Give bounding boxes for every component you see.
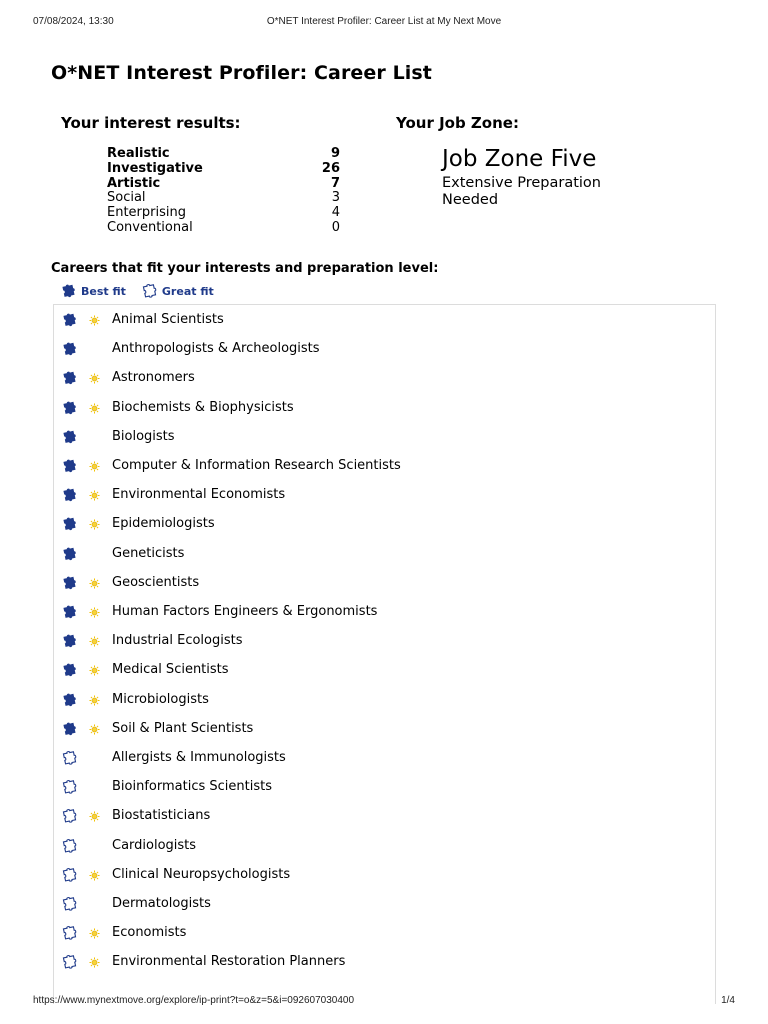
bright-outlook-icon [89, 490, 100, 501]
career-link[interactable]: Epidemiologists [112, 516, 215, 532]
career-link[interactable]: Computer & Information Research Scientists [112, 458, 401, 473]
career-link[interactable]: Economists [112, 925, 187, 941]
career-row[interactable] [54, 603, 715, 623]
career-link[interactable]: Microbiologists [112, 691, 209, 707]
career-row[interactable] [54, 866, 715, 886]
bright-outlook-icon [89, 403, 100, 414]
best-fit-icon [62, 546, 79, 563]
print-page-number: 1/4 [721, 995, 735, 1006]
bright-outlook-icon [89, 957, 100, 968]
job-zone-description: Extensive Preparation Needed [442, 175, 601, 208]
best-fit-icon [62, 458, 79, 475]
best-fit-icon [62, 516, 79, 533]
score-value: 7 [330, 175, 340, 191]
legend-great-fit[interactable] [142, 283, 214, 300]
great-fit-icon [62, 779, 79, 796]
bright-outlook-icon [89, 578, 100, 589]
page-title: O*NET Interest Profiler: Career List [51, 62, 432, 84]
interest-results-heading: Your interest results: [61, 114, 241, 132]
career-row[interactable] [54, 545, 715, 565]
legend-best-fit[interactable] [61, 283, 126, 300]
career-row[interactable] [54, 515, 715, 535]
career-link[interactable]: Medical Scientists [112, 662, 229, 678]
score-label: Realistic [107, 146, 170, 161]
best-fit-icon [62, 692, 79, 709]
best-fit-icon [62, 721, 79, 738]
career-link[interactable]: Geneticists [112, 545, 185, 561]
career-row[interactable] [54, 369, 715, 389]
career-row[interactable] [54, 457, 715, 477]
bright-outlook-icon [89, 928, 100, 939]
score-row-social [107, 191, 340, 206]
great-fit-icon [62, 750, 79, 767]
great-fit-icon [62, 867, 79, 884]
career-link[interactable]: Astronomers [112, 370, 195, 386]
score-value: 0 [331, 219, 340, 235]
score-value: 4 [331, 205, 340, 221]
career-row[interactable] [54, 895, 715, 915]
bright-outlook-icon [89, 519, 100, 530]
career-row[interactable] [54, 807, 715, 827]
career-link[interactable]: Allergists & Immunologists [112, 750, 286, 765]
career-link[interactable]: Biochemists & Biophysicists [112, 399, 294, 415]
legend-great-fit-label: Great fit [161, 285, 214, 298]
career-link[interactable]: Anthropologists & Archeologists [112, 341, 320, 357]
career-list-box [53, 304, 716, 1004]
score-row-investigative [107, 162, 340, 177]
score-label: Conventional [107, 219, 193, 235]
career-link[interactable]: Environmental Economists [112, 487, 286, 503]
legend-best-fit-label: Best fit [81, 285, 126, 298]
career-row[interactable] [54, 428, 715, 448]
best-fit-icon [62, 575, 79, 592]
career-link[interactable]: Animal Scientists [112, 312, 224, 327]
career-link[interactable]: Industrial Ecologists [112, 633, 243, 649]
bright-outlook-icon [89, 695, 100, 706]
great-fit-icon [142, 283, 159, 300]
career-link[interactable]: Biologists [112, 428, 175, 444]
bright-outlook-icon [89, 665, 100, 676]
score-row-enterprising [107, 206, 340, 221]
career-link[interactable]: Soil & Plant Scientists [112, 720, 254, 736]
best-fit-icon [61, 283, 78, 300]
careers-intro: Careers that fit your interests and preparation level: [51, 261, 439, 276]
career-row[interactable] [54, 399, 715, 419]
best-fit-icon [62, 633, 79, 650]
career-link[interactable]: Biostatisticians [112, 808, 211, 824]
career-row[interactable] [54, 749, 715, 769]
score-value: 9 [330, 146, 340, 161]
career-row[interactable] [54, 632, 715, 652]
score-row-artistic [107, 177, 340, 192]
bright-outlook-icon [89, 461, 100, 472]
career-row[interactable] [54, 574, 715, 594]
career-row[interactable] [54, 340, 715, 360]
fit-legend [61, 283, 214, 300]
bright-outlook-icon [89, 607, 100, 618]
score-label: Enterprising [107, 205, 186, 221]
score-label: Investigative [107, 160, 203, 176]
career-row[interactable] [54, 691, 715, 711]
best-fit-icon [62, 429, 79, 446]
career-link[interactable]: Geoscientists [112, 574, 200, 590]
best-fit-icon [62, 370, 79, 387]
great-fit-icon [62, 808, 79, 825]
job-zone-heading: Your Job Zone: [396, 114, 519, 132]
great-fit-icon [62, 925, 79, 942]
career-link[interactable]: Dermatologists [112, 896, 211, 911]
best-fit-icon [62, 604, 79, 621]
bright-outlook-icon [89, 724, 100, 735]
bright-outlook-icon [89, 636, 100, 647]
score-label: Artistic [107, 175, 161, 191]
interest-scores [107, 147, 340, 236]
print-url: https://www.mynextmove.org/explore/ip-print?t=o&z=5&i=092607030400 [33, 995, 355, 1006]
career-row[interactable] [54, 486, 715, 506]
great-fit-icon [62, 838, 79, 855]
great-fit-icon [62, 954, 79, 971]
score-label: Social [107, 190, 146, 206]
bright-outlook-icon [89, 811, 100, 822]
career-link[interactable]: Human Factors Engineers & Ergonomists [112, 604, 378, 619]
bright-outlook-icon [89, 870, 100, 881]
print-page-title: O*NET Interest Profiler: Career List at My Next Move [266, 16, 502, 27]
career-row[interactable] [54, 311, 715, 331]
career-row[interactable] [54, 953, 715, 973]
career-row[interactable] [54, 837, 715, 857]
print-date: 07/08/2024, 13:30 [33, 16, 114, 27]
career-link[interactable]: Clinical Neuropsychologists [112, 866, 291, 882]
best-fit-icon [62, 341, 79, 358]
score-row-realistic [107, 147, 340, 162]
career-link[interactable]: Bioinformatics Scientists [112, 779, 272, 795]
bright-outlook-icon [89, 315, 100, 326]
career-row[interactable] [54, 924, 715, 944]
career-row[interactable] [54, 661, 715, 681]
career-link[interactable]: Cardiologists [112, 837, 197, 853]
career-link[interactable]: Environmental Restoration Planners [112, 954, 346, 970]
job-zone-title: Job Zone Five [442, 146, 597, 172]
score-row-conventional [107, 221, 340, 236]
great-fit-icon [62, 896, 79, 913]
best-fit-icon [62, 312, 79, 329]
score-value: 3 [331, 190, 340, 206]
score-value: 26 [321, 160, 340, 176]
career-row[interactable] [54, 720, 715, 740]
best-fit-icon [62, 662, 79, 679]
career-row[interactable] [54, 778, 715, 798]
best-fit-icon [62, 487, 79, 504]
best-fit-icon [62, 400, 79, 417]
bright-outlook-icon [89, 373, 100, 384]
